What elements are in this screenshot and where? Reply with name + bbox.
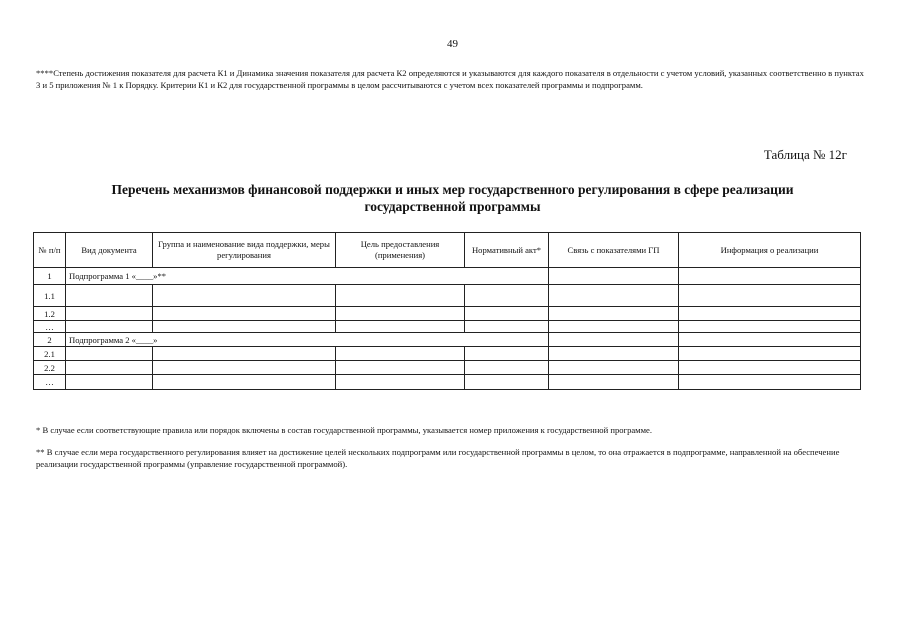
table-cell	[66, 321, 153, 333]
table-cell	[336, 321, 465, 333]
table-cell	[679, 285, 861, 307]
table-cell	[549, 347, 679, 361]
table-row	[34, 375, 861, 390]
table-row	[34, 321, 861, 333]
header-document-type: Вид документа	[66, 233, 153, 268]
table-cell	[679, 268, 861, 285]
table-cell	[549, 285, 679, 307]
table-cell	[153, 321, 336, 333]
top-footnote: ****Степень достижения показателя для расчета К1 и Динамика значения показателя для расчета К2 определяются и указываются для каждого показателя в отдельности с учетом условий, указанных соответственно в пунктах 3 и 5 приложения № 1 к Порядку. Критерии К1 и К2 для государственной программы в целом рассчитываются с учетом всех показателей программы и подпрограмм.	[36, 68, 864, 90]
row-number: 2.2	[34, 361, 66, 375]
table-cell	[465, 307, 549, 321]
mechanisms-table	[33, 232, 861, 390]
footnote-normative-act: * В случае если соответствующие правила или порядок включены в состав государственной программы, указывается номер приложения к государственной программе.	[36, 425, 653, 435]
row-number: 2	[34, 333, 66, 347]
page-number: 49	[447, 38, 458, 50]
table-cell	[153, 307, 336, 321]
table-row	[34, 361, 861, 375]
row-number: 1.2	[34, 307, 66, 321]
table-cell	[336, 361, 465, 375]
table-cell	[679, 307, 861, 321]
table-cell	[549, 307, 679, 321]
header-purpose: Цель предоставления (применения)	[336, 233, 465, 268]
table-cell	[66, 285, 153, 307]
table-row	[34, 347, 861, 361]
table-cell	[679, 375, 861, 390]
header-support-group: Группа и наименование вида поддержки, меры регулирования	[153, 233, 336, 268]
table-cell	[679, 321, 861, 333]
table-cell	[336, 375, 465, 390]
table-cell	[549, 268, 679, 285]
table-cell	[679, 347, 861, 361]
table-cell	[66, 347, 153, 361]
document-title: Перечень механизмов финансовой поддержки и иных мер государственного регулирования в сфере реализации государственной программы	[111, 182, 794, 214]
header-normative-act: Нормативный акт*	[465, 233, 549, 268]
header-implementation-info: Информация о реализации	[679, 233, 861, 268]
table-cell	[465, 375, 549, 390]
table-number: Таблица № 12г	[763, 147, 847, 162]
table-footnotes	[36, 424, 866, 480]
table-row	[34, 268, 861, 285]
table-row	[34, 285, 861, 307]
table-cell	[679, 333, 861, 347]
table-cell	[153, 347, 336, 361]
table-cell	[549, 375, 679, 390]
table-row	[34, 307, 861, 321]
table-row	[34, 333, 861, 347]
subprogram-label: Подпрограмма 1 «____»**	[66, 268, 549, 285]
footnote-subprogram: ** В случае если мера государственного регулирования влияет на достижение целей нескольких подпрограмм или государственной программы в целом, то она отражается в подпрограмме, направленной на обеспечение реализации государственной программы (управление государственной программой).	[36, 447, 840, 469]
table-cell	[465, 347, 549, 361]
row-number: …	[34, 321, 66, 333]
table-cell	[153, 361, 336, 375]
subprogram-label: Подпрограмма 2 «____»	[66, 333, 549, 347]
row-number: 1.1	[34, 285, 66, 307]
table-cell	[549, 321, 679, 333]
table-cell	[336, 307, 465, 321]
table-header-row	[34, 233, 861, 268]
header-indicators-link: Связь с показателями ГП	[549, 233, 679, 268]
table-cell	[549, 361, 679, 375]
table-cell	[66, 375, 153, 390]
header-number: № п/п	[34, 233, 66, 268]
table-cell	[549, 333, 679, 347]
table-cell	[66, 361, 153, 375]
table-cell	[153, 375, 336, 390]
table-cell	[66, 307, 153, 321]
table-cell	[153, 285, 336, 307]
row-number: 1	[34, 268, 66, 285]
table-cell	[465, 321, 549, 333]
row-number: 2.1	[34, 347, 66, 361]
table-cell	[465, 361, 549, 375]
table-cell	[679, 361, 861, 375]
table-cell	[336, 347, 465, 361]
row-number: …	[34, 375, 66, 390]
table-cell	[465, 285, 549, 307]
table-cell	[336, 285, 465, 307]
